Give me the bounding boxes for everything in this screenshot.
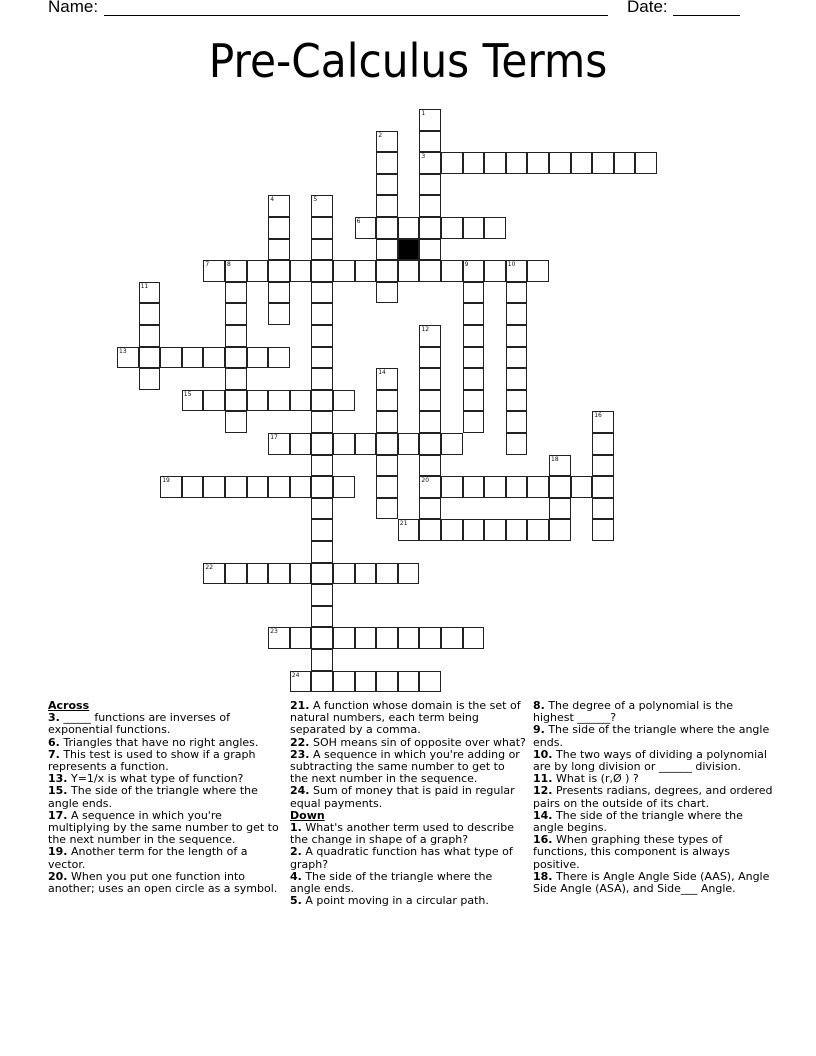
grid-cell[interactable] xyxy=(571,152,593,174)
grid-cell[interactable] xyxy=(419,347,441,369)
grid-cell[interactable] xyxy=(182,476,204,498)
grid-cell[interactable] xyxy=(247,260,269,282)
grid-cell[interactable] xyxy=(268,627,290,649)
grid-cell[interactable] xyxy=(182,390,204,412)
grid-cell[interactable] xyxy=(333,627,355,649)
grid-cell[interactable] xyxy=(225,563,247,585)
clue-number: 17. xyxy=(48,808,68,822)
grid-cell[interactable] xyxy=(376,455,398,477)
grid-cell[interactable] xyxy=(419,152,441,174)
grid-cell[interactable] xyxy=(463,347,485,369)
grid-cell[interactable] xyxy=(398,627,420,649)
grid-cell[interactable] xyxy=(290,433,312,455)
grid-cell[interactable] xyxy=(355,217,377,239)
clue-number: 24. xyxy=(290,784,310,798)
grid-cell[interactable] xyxy=(311,390,333,412)
clue-text: When you put one function into another; uses an open circle as a symbol. xyxy=(48,869,278,896)
clue-down-item xyxy=(533,871,773,895)
clue-across-item xyxy=(48,871,280,895)
grid-cell[interactable] xyxy=(398,217,420,239)
grid-cell[interactable] xyxy=(484,260,506,282)
clue-number: 9 xyxy=(464,261,469,269)
grid-cell[interactable] xyxy=(463,476,485,498)
clue-number: 4 xyxy=(270,196,275,204)
clue-number: 15. xyxy=(48,784,68,798)
clue-number: 14. xyxy=(533,808,553,822)
clue-text: Y=1/x is what type of function? xyxy=(67,772,244,786)
grid-cell[interactable] xyxy=(311,498,333,520)
grid-cell[interactable] xyxy=(268,433,290,455)
clue-text: A point moving in a circular path. xyxy=(301,894,489,908)
grid-cell[interactable] xyxy=(160,347,182,369)
grid-cell[interactable] xyxy=(419,627,441,649)
clue-number: 11 xyxy=(140,282,149,290)
grid-cell[interactable] xyxy=(398,563,420,585)
clue-across-item xyxy=(48,785,280,809)
clue-down-item xyxy=(533,700,773,724)
grid-cell[interactable] xyxy=(549,476,571,498)
grid-cell[interactable] xyxy=(441,217,463,239)
clue-number: 9. xyxy=(533,723,545,737)
grid-cell[interactable] xyxy=(376,411,398,433)
grid-cell[interactable] xyxy=(268,217,290,239)
grid-cell[interactable] xyxy=(419,368,441,390)
grid-cell[interactable] xyxy=(592,519,614,541)
grid-cell[interactable] xyxy=(268,563,290,585)
clue-number: 5. xyxy=(290,894,302,908)
grid-cell[interactable] xyxy=(139,368,161,390)
grid-cell[interactable] xyxy=(225,303,247,325)
grid-cell[interactable] xyxy=(311,325,333,347)
grid-cell[interactable] xyxy=(376,433,398,455)
clue-text: Presents radians, degrees, and ordered pairs on the outside of its chart. xyxy=(533,784,773,810)
grid-cell[interactable] xyxy=(419,411,441,433)
clue-across-item xyxy=(290,749,526,786)
grid-cell[interactable] xyxy=(592,152,614,174)
grid-cell[interactable] xyxy=(225,368,247,390)
grid-cell[interactable] xyxy=(311,368,333,390)
grid-cell[interactable] xyxy=(419,109,441,131)
grid-cell[interactable] xyxy=(225,325,247,347)
grid-cell[interactable] xyxy=(203,563,225,585)
grid-cell[interactable] xyxy=(311,195,333,217)
grid-cell[interactable] xyxy=(311,282,333,304)
clue-number: 17 xyxy=(270,434,278,441)
clue-number: 8. xyxy=(533,699,545,712)
grid-cell[interactable] xyxy=(268,390,290,412)
grid-cell[interactable] xyxy=(463,303,485,325)
grid-cell[interactable] xyxy=(311,541,333,563)
grid-cell[interactable] xyxy=(376,174,398,196)
clue-number: 14 xyxy=(378,369,386,377)
page-title: Pre-Calculus Terms xyxy=(208,34,608,88)
clue-text: What is (r,Ø ) ? xyxy=(552,772,639,786)
grid-cell[interactable] xyxy=(506,368,528,390)
grid-cell[interactable] xyxy=(139,347,161,369)
grid-cell[interactable] xyxy=(311,649,333,671)
grid-cell[interactable] xyxy=(463,217,485,239)
grid-cell[interactable] xyxy=(441,627,463,649)
grid-cell[interactable] xyxy=(203,260,225,282)
grid-cell[interactable] xyxy=(419,260,441,282)
grid-cell[interactable] xyxy=(376,282,398,304)
clue-text: A function whose domain is the set of natural numbers, each term being separated by a comma. xyxy=(290,699,521,737)
clue-text: Sum of money that is paid in regular equal payments. xyxy=(290,784,515,810)
clue-number: 16 xyxy=(594,412,602,420)
grid-cell[interactable] xyxy=(376,563,398,585)
grid-cell[interactable] xyxy=(506,152,528,174)
grid-cell[interactable] xyxy=(398,671,420,693)
grid-cell[interactable] xyxy=(355,433,377,455)
clue-number: 13 xyxy=(119,347,127,355)
grid-cell[interactable] xyxy=(419,671,441,693)
grid-cell[interactable] xyxy=(355,671,377,693)
clue-across-item xyxy=(48,846,280,870)
grid-cell[interactable] xyxy=(506,433,528,455)
grid-cell[interactable] xyxy=(592,476,614,498)
grid-cell[interactable] xyxy=(463,325,485,347)
clue-text: A sequence in which you're adding or subtracting the same number to get to the next number in the sequence. xyxy=(290,747,520,786)
clue-number: 10 xyxy=(507,261,516,269)
clue-number: 20 xyxy=(421,477,430,485)
grid-cell[interactable] xyxy=(139,282,161,304)
grid-cell[interactable] xyxy=(376,671,398,693)
grid-cell[interactable] xyxy=(311,217,333,239)
clue-number: 11. xyxy=(533,772,553,786)
grid-cell[interactable] xyxy=(290,390,312,412)
name-label: Name: xyxy=(48,0,99,16)
clue-number: 6. xyxy=(48,735,60,749)
clue-down-item xyxy=(533,749,773,773)
grid-cell[interactable] xyxy=(463,282,485,304)
clue-number: 19 xyxy=(162,477,170,485)
clue-text: The side of the triangle where the angle begins. xyxy=(533,808,743,835)
clue-down-item xyxy=(290,846,526,870)
grid-cell[interactable] xyxy=(225,260,247,282)
grid-cell[interactable] xyxy=(376,390,398,412)
clue-down-item xyxy=(290,822,526,846)
clue-number: 3. xyxy=(48,711,60,725)
clue-number: 20. xyxy=(48,869,68,883)
clues-column-3 xyxy=(533,700,773,895)
grid-cell[interactable] xyxy=(506,260,528,282)
clue-number: 1 xyxy=(421,110,426,117)
grid-cell[interactable] xyxy=(506,325,528,347)
grid-cell[interactable] xyxy=(592,498,614,520)
grid-cell[interactable] xyxy=(614,152,636,174)
clue-text: _____ functions are inverses of exponential functions. xyxy=(48,711,230,737)
clues-column-1 xyxy=(48,700,280,895)
grid-cell[interactable] xyxy=(398,260,420,282)
grid-cell[interactable] xyxy=(355,627,377,649)
clue-number: 4. xyxy=(290,869,302,883)
grid-cell[interactable] xyxy=(484,152,506,174)
clue-number: 13. xyxy=(48,772,68,786)
grid-cell[interactable] xyxy=(419,433,441,455)
clue-down-item xyxy=(533,785,773,809)
across-heading: Across xyxy=(48,699,90,712)
grid-cell[interactable] xyxy=(333,671,355,693)
clue-text: There is Angle Angle Side (AAS), Angle Side Angle (ASA), and Side___ Angle. xyxy=(533,869,770,896)
grid-cell[interactable] xyxy=(592,433,614,455)
grid-cell[interactable] xyxy=(311,671,333,693)
grid-cell[interactable] xyxy=(463,390,485,412)
clue-text: When graphing these types of functions, this component is always positive. xyxy=(533,833,731,871)
grid-cell[interactable] xyxy=(268,282,290,304)
clue-number: 5 xyxy=(313,196,318,204)
grid-cell[interactable] xyxy=(419,476,441,498)
grid-cell[interactable] xyxy=(441,152,463,174)
grid-cell[interactable] xyxy=(225,390,247,412)
clue-number: 24 xyxy=(291,671,300,679)
grid-cell[interactable] xyxy=(290,671,312,693)
grid-cell[interactable] xyxy=(203,390,225,412)
clue-down-item xyxy=(533,834,773,871)
clue-number: 8 xyxy=(227,261,231,269)
grid-cell[interactable] xyxy=(527,260,549,282)
grid-cell[interactable] xyxy=(225,347,247,369)
grid-cell[interactable] xyxy=(419,174,441,196)
grid-cell[interactable] xyxy=(441,433,463,455)
grid-cell[interactable] xyxy=(571,476,593,498)
grid-cell[interactable] xyxy=(225,282,247,304)
grid-cell[interactable] xyxy=(290,627,312,649)
grid-cell[interactable] xyxy=(549,498,571,520)
clue-down-item xyxy=(533,724,773,748)
grid-cell[interactable] xyxy=(355,260,377,282)
grid-cell[interactable] xyxy=(592,411,614,433)
grid-cell[interactable] xyxy=(182,347,204,369)
clue-number: 22 xyxy=(205,563,214,571)
grid-cell[interactable] xyxy=(268,476,290,498)
clue-text: A quadratic function has what type of graph? xyxy=(290,845,513,871)
grid-cell[interactable] xyxy=(419,239,441,261)
grid-cell[interactable] xyxy=(549,152,571,174)
grid-cell[interactable] xyxy=(225,476,247,498)
grid-cell[interactable] xyxy=(333,433,355,455)
grid-cell[interactable] xyxy=(419,498,441,520)
clue-across-item xyxy=(290,700,526,737)
clue-number: 23 xyxy=(270,628,278,636)
clue-number: 18 xyxy=(551,455,559,463)
clue-text: A sequence in which you're multiplying by the same number to get to the next number in the sequence. xyxy=(48,808,279,847)
grid-cell[interactable] xyxy=(311,455,333,477)
clue-across-item xyxy=(290,785,526,809)
grid-cell[interactable] xyxy=(333,563,355,585)
grid-cell[interactable] xyxy=(311,563,333,585)
grid-cell[interactable] xyxy=(376,260,398,282)
clue-across-item xyxy=(48,712,280,736)
grid-cell[interactable] xyxy=(463,368,485,390)
clue-text: The side of the triangle where the angle ends. xyxy=(48,784,258,810)
grid-cell[interactable] xyxy=(484,476,506,498)
clue-number: 2 xyxy=(378,131,383,139)
grid-cell[interactable] xyxy=(506,519,528,541)
grid-cell[interactable] xyxy=(311,411,333,433)
clue-number: 6 xyxy=(356,218,361,225)
grid-cell[interactable] xyxy=(225,411,247,433)
grid-cell[interactable] xyxy=(247,390,269,412)
clue-across-item xyxy=(48,810,280,847)
grid-cell[interactable] xyxy=(419,195,441,217)
grid-cell[interactable] xyxy=(268,195,290,217)
grid-cell[interactable] xyxy=(376,627,398,649)
grid-cell[interactable] xyxy=(463,627,485,649)
grid-cell[interactable] xyxy=(441,476,463,498)
grid-cell[interactable] xyxy=(311,519,333,541)
grid-cell[interactable] xyxy=(311,584,333,606)
clue-across-item xyxy=(48,749,280,773)
grid-cell[interactable] xyxy=(290,260,312,282)
grid-cell[interactable] xyxy=(333,476,355,498)
grid-cell[interactable] xyxy=(527,519,549,541)
grid-cell[interactable] xyxy=(376,217,398,239)
grid-cell[interactable] xyxy=(290,476,312,498)
clue-number: 18. xyxy=(533,869,553,883)
grid-cell[interactable] xyxy=(419,131,441,153)
grid-cell[interactable] xyxy=(441,260,463,282)
grid-cell[interactable] xyxy=(506,411,528,433)
clue-text: The degree of a polynomial is the highest ______? xyxy=(533,699,734,725)
grid-cell[interactable] xyxy=(311,303,333,325)
clue-number: 7 xyxy=(205,261,210,269)
grid-cell[interactable] xyxy=(311,606,333,628)
grid-cell[interactable] xyxy=(311,260,333,282)
grid-cell[interactable] xyxy=(484,217,506,239)
clue-down-item xyxy=(290,871,526,895)
grid-cell[interactable] xyxy=(139,303,161,325)
grid-cell[interactable] xyxy=(376,152,398,174)
grid-cell[interactable] xyxy=(463,519,485,541)
clue-number: 16. xyxy=(533,833,553,847)
grid-cell[interactable] xyxy=(419,217,441,239)
grid-cell[interactable] xyxy=(268,239,290,261)
grid-cell[interactable] xyxy=(398,519,420,541)
clue-number: 12 xyxy=(421,326,430,333)
clue-number: 22. xyxy=(290,735,310,749)
grid-cell[interactable] xyxy=(463,411,485,433)
grid-cell[interactable] xyxy=(268,347,290,369)
clues-column-2 xyxy=(290,700,526,907)
grid-cell[interactable] xyxy=(419,325,441,347)
clue-number: 21. xyxy=(290,699,310,712)
grid-cell[interactable] xyxy=(268,303,290,325)
grid-cell[interactable] xyxy=(506,303,528,325)
clue-number: 15 xyxy=(183,390,192,398)
grid-cell[interactable] xyxy=(635,152,657,174)
clue-text: SOH means sin of opposite over what? xyxy=(309,735,526,749)
grid-cell[interactable] xyxy=(506,282,528,304)
clue-number: 1. xyxy=(290,821,302,835)
grid-cell[interactable] xyxy=(376,131,398,153)
clue-text: The side of the triangle where the angle ends. xyxy=(290,869,493,896)
date-label: Date: xyxy=(627,0,668,16)
grid-cell[interactable] xyxy=(592,455,614,477)
clue-text: The two ways of dividing a polynomial are by long division or ______ division. xyxy=(533,747,767,774)
grid-cell[interactable] xyxy=(527,152,549,174)
grid-cell[interactable] xyxy=(268,260,290,282)
grid-cell[interactable] xyxy=(311,433,333,455)
grid-cell[interactable] xyxy=(549,519,571,541)
black-cell xyxy=(398,239,420,261)
grid-cell[interactable] xyxy=(549,455,571,477)
clue-down-item xyxy=(290,895,526,907)
clue-number: 7. xyxy=(48,747,60,761)
grid-cell[interactable] xyxy=(311,627,333,649)
clue-number: 2. xyxy=(290,845,302,859)
clue-text: What's another term used to describe the change in shape of a graph? xyxy=(290,821,514,847)
grid-cell[interactable] xyxy=(506,390,528,412)
grid-cell[interactable] xyxy=(117,347,139,369)
grid-cell[interactable] xyxy=(506,347,528,369)
clue-down-item xyxy=(533,810,773,834)
down-heading: Down xyxy=(290,808,325,822)
grid-cell[interactable] xyxy=(203,476,225,498)
clue-number: 19. xyxy=(48,845,68,859)
grid-cell[interactable] xyxy=(376,368,398,390)
grid-cell[interactable] xyxy=(484,519,506,541)
clue-number: 21 xyxy=(399,520,408,528)
grid-cell[interactable] xyxy=(311,476,333,498)
clue-text: The side of the triangle where the angle ends. xyxy=(533,723,770,749)
clue-text: This test is used to show if a graph represents a function. xyxy=(48,747,256,774)
grid-cell[interactable] xyxy=(333,390,355,412)
grid-cell[interactable] xyxy=(333,260,355,282)
clue-number: 3 xyxy=(421,153,426,161)
clue-text: Triangles that have no right angles. xyxy=(59,735,259,749)
grid-cell[interactable] xyxy=(311,347,333,369)
grid-cell[interactable] xyxy=(247,347,269,369)
grid-cell[interactable] xyxy=(376,498,398,520)
grid-cell[interactable] xyxy=(247,476,269,498)
grid-cell[interactable] xyxy=(203,347,225,369)
grid-cell[interactable] xyxy=(398,433,420,455)
grid-cell[interactable] xyxy=(441,519,463,541)
clue-number: 10. xyxy=(533,747,553,761)
grid-cell[interactable] xyxy=(527,476,549,498)
clue-number: 23. xyxy=(290,747,310,761)
grid-cell[interactable] xyxy=(247,563,269,585)
grid-cell[interactable] xyxy=(139,325,161,347)
grid-cell[interactable] xyxy=(311,239,333,261)
grid-cell[interactable] xyxy=(376,239,398,261)
grid-cell[interactable] xyxy=(463,152,485,174)
clue-text: Another term for the length of a vector. xyxy=(48,845,248,871)
grid-cell[interactable] xyxy=(160,476,182,498)
grid-cell[interactable] xyxy=(290,563,312,585)
clue-number: 12. xyxy=(533,784,553,798)
grid-cell[interactable] xyxy=(355,563,377,585)
grid-cell[interactable] xyxy=(376,195,398,217)
grid-cell[interactable] xyxy=(463,260,485,282)
grid-cell[interactable] xyxy=(419,455,441,477)
grid-cell[interactable] xyxy=(419,519,441,541)
grid-cell[interactable] xyxy=(506,476,528,498)
grid-cell[interactable] xyxy=(376,476,398,498)
grid-cell[interactable] xyxy=(419,390,441,412)
